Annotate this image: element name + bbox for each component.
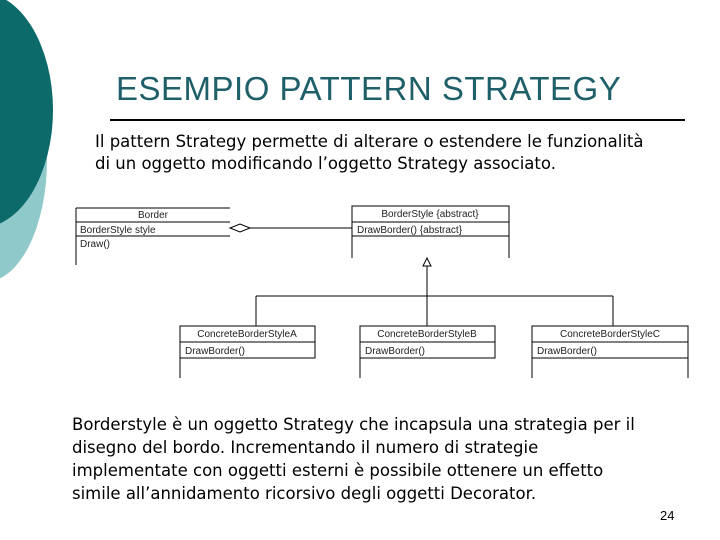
concrete-a-class <box>180 326 315 378</box>
page-number: 24 <box>660 508 675 523</box>
border-class <box>76 208 230 265</box>
title-divider <box>110 119 685 121</box>
slide-title: ESEMPIO PATTERN STRATEGY <box>116 70 622 107</box>
closing-line-3: implementate con oggetti esterni è possibile ottenere un effetto <box>72 461 604 480</box>
border-style-class-operation: DrawBorder() {abstract} <box>357 225 463 236</box>
concrete-c-class <box>532 326 688 378</box>
concrete-b-class-name: ConcreteBorderStyleB <box>377 329 477 340</box>
closing-paragraph <box>72 413 702 505</box>
border-class-operation: Draw() <box>80 239 110 250</box>
concrete-a-class-operation: DrawBorder() <box>185 346 246 357</box>
concrete-b-class-operation: DrawBorder() <box>365 346 426 357</box>
border-style-class-name: BorderStyle {abstract} <box>381 209 479 220</box>
concrete-b-class <box>360 326 495 378</box>
intro-line-1: Il pattern Strategy permette di alterare o estendere le funzionalità <box>95 132 644 151</box>
aggregation-link <box>230 224 352 232</box>
uml-class-diagram <box>70 200 700 385</box>
border-class-name: Border <box>137 210 169 221</box>
intro-paragraph <box>95 131 715 175</box>
closing-line-1: Borderstyle è un oggetto Strategy che incapsula una strategia per il <box>72 415 635 434</box>
inheritance-tree <box>256 258 613 326</box>
intro-line-2: di un oggetto modificando l’oggetto Strategy associato. <box>95 154 556 173</box>
concrete-c-class-operation: DrawBorder() <box>537 346 598 357</box>
concrete-c-class-name: ConcreteBorderStyleC <box>559 329 661 340</box>
border-style-class <box>352 206 509 258</box>
closing-line-2: disegno del bordo. Incrementando il numero di strategie <box>72 438 539 457</box>
closing-line-4: simile all’annidamento ricorsivo degli oggetti Decorator. <box>72 484 537 503</box>
decorative-circles <box>0 0 80 290</box>
border-class-attribute: BorderStyle style <box>80 225 156 236</box>
concrete-a-class-name: ConcreteBorderStyleA <box>197 329 297 340</box>
